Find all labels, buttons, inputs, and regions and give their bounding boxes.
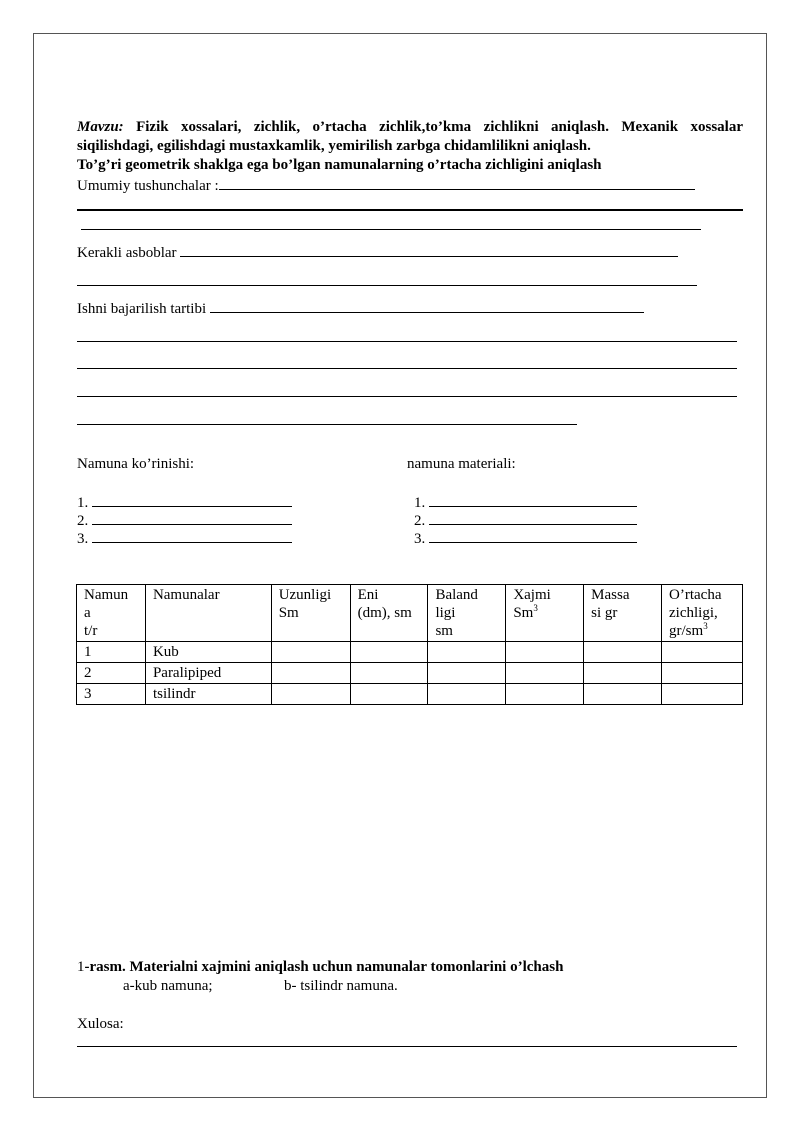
general-concepts-line-1[interactable] xyxy=(77,209,743,211)
caption-a: a-kub namuna; xyxy=(123,978,213,994)
sample-view-field-2[interactable] xyxy=(92,510,292,525)
cell-density[interactable] xyxy=(662,663,743,684)
topic-text: Fizik xossalari, zichlik, o’rtacha zichlik,to’kma zichlikni aniqlash. Mexanik xossalar siqilishdagi, egilishdagi mustaxkamlik, yemirilish zarbga chidamlilikni aniqlash. xyxy=(77,119,743,154)
header-cell-volume: Xajmi Sm$^3$ xyxy=(506,585,584,642)
cell-density[interactable] xyxy=(662,684,743,705)
cell-mass[interactable] xyxy=(584,684,662,705)
cell-num: 3 xyxy=(77,684,146,705)
cell-volume[interactable] xyxy=(506,642,584,663)
procedure-label xyxy=(77,298,644,318)
header-cell-mass: Massa si gr xyxy=(584,585,662,642)
table-row xyxy=(77,663,743,684)
topic-label: Mavzu: xyxy=(77,119,124,135)
sample-view-field-3[interactable] xyxy=(92,528,292,543)
table-header-row xyxy=(77,585,743,642)
procedure-line-5[interactable] xyxy=(77,424,577,425)
sample-material-num-3: 3. xyxy=(414,531,426,547)
sample-view-field-1[interactable] xyxy=(92,492,292,507)
header-cell-width: Eni (dm), sm xyxy=(350,585,428,642)
general-concepts-line-2[interactable] xyxy=(81,229,701,230)
density-table xyxy=(76,584,743,705)
procedure-field[interactable] xyxy=(210,298,644,313)
sample-material-item-2 xyxy=(414,510,637,530)
caption-number: 1 xyxy=(77,959,85,975)
tools-line-2[interactable] xyxy=(77,285,697,286)
cell-width[interactable] xyxy=(350,684,428,705)
cell-height[interactable] xyxy=(428,684,506,705)
sample-material-item-1 xyxy=(414,492,637,512)
header-cell-height: Baland ligi sm xyxy=(428,585,506,642)
table-row xyxy=(77,642,743,663)
conclusion-line[interactable] xyxy=(77,1046,737,1047)
cell-length[interactable] xyxy=(271,684,350,705)
sample-view-item-2 xyxy=(77,510,292,530)
cell-height[interactable] xyxy=(428,642,506,663)
sample-view-num-3: 3. xyxy=(77,531,89,547)
sample-material-num-2: 2. xyxy=(414,513,426,529)
tools-text: Kerakli asboblar xyxy=(77,245,177,261)
header-cell-samples: Namunalar xyxy=(145,585,271,642)
cell-num: 1 xyxy=(77,642,146,663)
cell-density[interactable] xyxy=(662,642,743,663)
cell-height[interactable] xyxy=(428,663,506,684)
cell-length[interactable] xyxy=(271,642,350,663)
general-concepts-label xyxy=(77,175,695,195)
caption-title: -rasm. Materialni xajmini aniqlash uchun namunalar tomonlarini o’lchash xyxy=(84,959,564,975)
sample-material-label: namuna materiali: xyxy=(407,456,516,472)
sample-view-item-3 xyxy=(77,528,292,548)
figure-caption xyxy=(77,958,563,977)
tools-label xyxy=(77,242,678,262)
cell-num: 2 xyxy=(77,663,146,684)
sample-view-num-2: 2. xyxy=(77,513,89,529)
topic-subtitle: To’g’ri geometrik shaklga ega bo’lgan namunalarning o’rtacha zichligini aniqlash xyxy=(77,157,602,173)
sample-view-num-1: 1. xyxy=(77,495,89,511)
procedure-line-3[interactable] xyxy=(77,368,737,369)
sample-material-field-2[interactable] xyxy=(429,510,637,525)
cell-volume[interactable] xyxy=(506,663,584,684)
cell-mass[interactable] xyxy=(584,642,662,663)
sample-view-label: Namuna ko’rinishi: xyxy=(77,456,195,472)
cell-sample: Kub xyxy=(145,642,271,663)
header-cell-avg-density: O’rtacha zichligi, $gr/sm^3$ xyxy=(662,585,743,642)
tools-field[interactable] xyxy=(180,242,678,257)
cell-volume[interactable] xyxy=(506,684,584,705)
sample-material-num-1: 1. xyxy=(414,495,426,511)
conclusion-label: Xulosa: xyxy=(77,1016,124,1032)
table-row xyxy=(77,684,743,705)
topic-heading xyxy=(77,118,743,175)
header-cell-number: Namun a t/r xyxy=(77,585,146,642)
sample-material-field-3[interactable] xyxy=(429,528,637,543)
cell-sample: tsilindr xyxy=(145,684,271,705)
general-concepts-field[interactable] xyxy=(219,175,695,190)
cell-sample: Paralipiped xyxy=(145,663,271,684)
procedure-line-2[interactable] xyxy=(77,341,737,342)
cell-length[interactable] xyxy=(271,663,350,684)
caption-b: b- tsilindr namuna. xyxy=(284,978,398,994)
cell-width[interactable] xyxy=(350,642,428,663)
procedure-text: Ishni bajarilish tartibi xyxy=(77,301,207,317)
header-cell-length: Uzunligi Sm xyxy=(271,585,350,642)
sample-material-item-3 xyxy=(414,528,637,548)
procedure-line-4[interactable] xyxy=(77,396,737,397)
cell-width[interactable] xyxy=(350,663,428,684)
sample-view-item-1 xyxy=(77,492,292,512)
general-concepts-text: Umumiy tushunchalar : xyxy=(77,178,219,194)
sample-material-field-1[interactable] xyxy=(429,492,637,507)
cell-mass[interactable] xyxy=(584,663,662,684)
